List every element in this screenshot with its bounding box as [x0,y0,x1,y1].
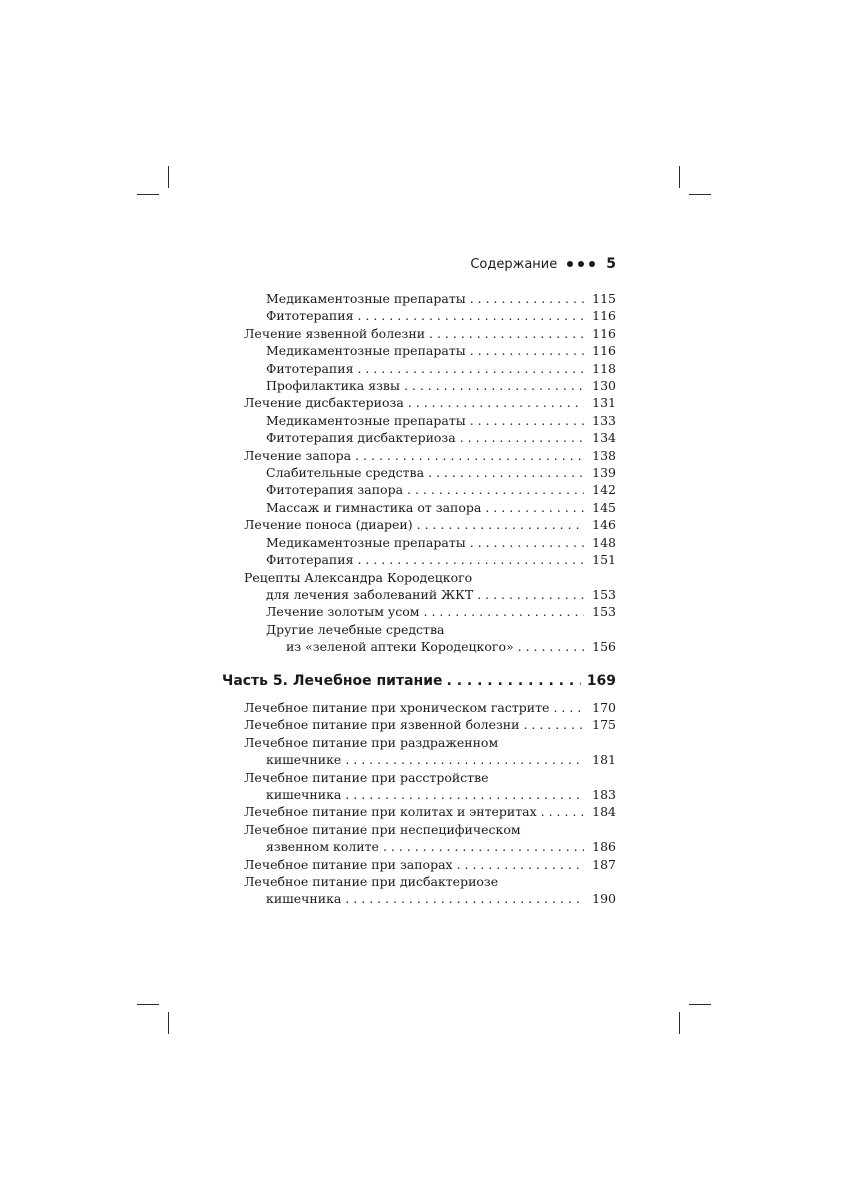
toc-entry: Фитотерапия . . . 118 [222,360,616,377]
toc-entry: Профилактика язвы . . . 130 [222,377,616,394]
toc-entry: Медикаментозные препараты . . . 116 [222,342,616,359]
toc-entry: Лечебное питание при колитах и энтеритах . . . 184 [222,803,616,820]
toc-entry: Лечебное питание при хроническом гастрите . . . 170 [222,699,616,716]
toc-entry: Лечение запора . . . 138 [222,447,616,464]
crop-mark [689,1004,711,1005]
toc-entry: Лечение дисбактериоза . . . 131 [222,394,616,411]
toc-entry: Слабительные средства . . . 139 [222,464,616,481]
crop-mark [137,194,159,195]
part-heading: Часть 5. Лечебное питание . . . 169 [222,671,616,691]
toc-entry: Массаж и гимнастика от запора . . . 145 [222,499,616,516]
toc-entry-heading: Другие лечебные средства [266,621,445,637]
crop-mark [168,1012,169,1034]
toc-entry: Фитотерапия . . . 151 [222,551,616,568]
toc-entry: Фитотерапия дисбактериоза . . . 134 [222,429,616,446]
toc-entry: кишечнике . . . 181 [222,751,616,768]
toc-entry-heading: Лечебное питание при раздраженном [244,734,499,750]
toc-entry-heading: Лечебное питание при дисбактериозе [244,874,499,890]
crop-mark [689,194,711,195]
toc-entry: кишечника . . . 190 [222,890,616,907]
page-number: 5 [606,256,616,272]
toc-entry: Лечение золотым усом . . . 153 [222,603,616,620]
toc-entry: Фитотерапия . . . 116 [222,307,616,324]
toc-entry: Медикаментозные препараты . . . 133 [222,412,616,429]
running-header [222,254,616,274]
toc-entry: Лечение язвенной болезни . . . 116 [222,325,616,342]
toc-entry: Фитотерапия запора . . . 142 [222,481,616,498]
toc-entry-heading: Лечебное питание при неспецифическом [244,821,521,837]
toc-entry: Лечение поноса (диареи) . . . 146 [222,516,616,533]
toc-entry: Лечебное питание при язвенной болезни . . . 175 [222,716,616,733]
toc-entry: Лечебное питание при запорах . . . 187 [222,856,616,873]
crop-mark [137,1004,159,1005]
table-of-contents [222,290,616,656]
crop-mark [679,1012,680,1034]
bullet-dots-icon [567,261,595,267]
crop-mark [168,166,169,188]
toc-entry: из «зеленой аптеки Кородецкого» . . . 156 [222,638,616,655]
toc-entry: язвенном колите . . . 186 [222,838,616,855]
toc-entry: Медикаментозные препараты . . . 148 [222,534,616,551]
toc-entry: Медикаментозные препараты . . . 115 [222,290,616,307]
toc-entry: кишечника . . . 183 [222,786,616,803]
crop-mark [679,166,680,188]
toc-entry: для лечения заболеваний ЖКТ . . . 153 [222,586,616,603]
table-of-contents-part-5 [222,699,616,908]
toc-entry-heading: Рецепты Александра Кородецкого [244,569,473,585]
header-title: Содержание [470,256,558,272]
toc-entry-heading: Лечебное питание при расстройстве [244,769,489,785]
